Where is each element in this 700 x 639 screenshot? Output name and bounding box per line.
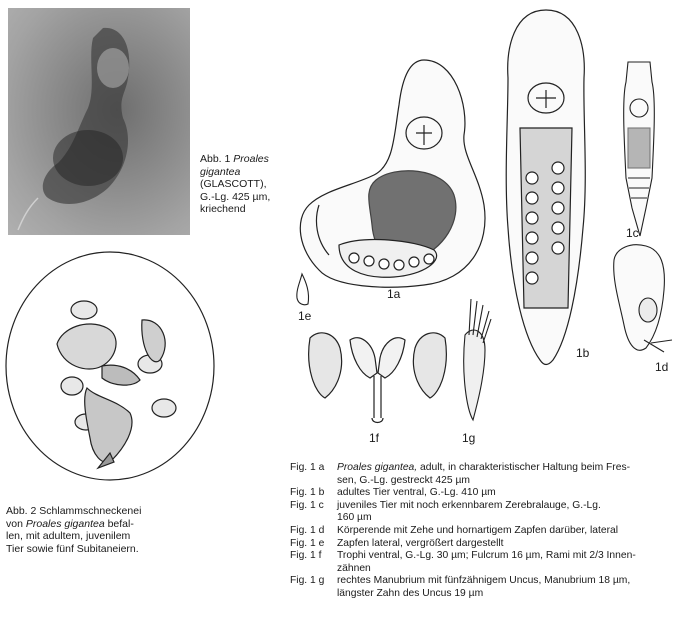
figure-1f-drawing xyxy=(300,318,455,428)
legend-entry xyxy=(290,487,690,500)
legend-text: Zapfen lateral, vergrößert dargestellt xyxy=(337,537,504,549)
abb2-caption xyxy=(6,505,141,555)
abb2-line3: len, mit adultem, juvenilem xyxy=(6,530,131,542)
legend-species: Proales gigantea, xyxy=(337,462,418,473)
legend-text: Trophi ventral, G.-Lg. 30 µm; Fulcrum 16 µm, Rami mit 2/3 Innen- xyxy=(337,550,636,562)
abb1-caption xyxy=(200,153,270,216)
legend-entry xyxy=(290,462,690,475)
figure-legend xyxy=(290,462,690,601)
label-1g: 1g xyxy=(462,431,476,445)
legend-key: Fig. 1 g xyxy=(290,575,325,587)
label-1c: 1c xyxy=(626,226,639,240)
rotifer-photo-figure xyxy=(8,8,190,235)
legend-entry xyxy=(290,550,690,563)
figure-1b-drawing xyxy=(498,8,594,368)
legend-continuation: zähnen xyxy=(337,562,371,574)
label-1a: 1a xyxy=(387,287,401,301)
legend-entry xyxy=(290,575,690,588)
label-1e: 1e xyxy=(298,309,312,323)
label-1f: 1f xyxy=(369,431,380,445)
snail-egg-drawing xyxy=(2,248,216,486)
legend-text: adultes Tier ventral, G.-Lg. 410 µm xyxy=(337,487,496,499)
abb2-line2-pre: von xyxy=(6,517,26,530)
abb1-species-line1: Proales xyxy=(233,153,269,165)
legend-entry xyxy=(290,538,690,551)
legend-key: Fig. 1 d xyxy=(290,524,325,536)
figure-1g-drawing xyxy=(455,295,495,425)
abb2-line2-species: Proales gigantea xyxy=(25,517,105,530)
legend-key: Fig. 1 b xyxy=(290,487,325,499)
figure-1d-drawing xyxy=(606,240,682,360)
abb1-state: kriechend xyxy=(200,203,246,215)
legend-key: Fig. 1 f xyxy=(290,550,322,562)
label-1b: 1b xyxy=(576,346,590,360)
legend-key: Fig. 1 a xyxy=(290,462,325,473)
abb2-line1: Abb. 2 Schlammschneckenei xyxy=(6,505,142,517)
abb1-author: (GLASCOTT), xyxy=(200,178,267,190)
legend-text: Körperende mit Zehe und hornartigem Zapfen darüber, lateral xyxy=(337,524,619,536)
rotifer-photograph xyxy=(8,8,190,235)
legend-continuation: längster Zahn des Uncus 19 µm xyxy=(337,587,484,599)
figure-1e-drawing xyxy=(294,272,314,310)
abb1-length: G.-Lg. 425 µm, xyxy=(200,190,271,203)
legend-continuation: 160 µm xyxy=(337,512,372,524)
legend-entry xyxy=(290,500,690,513)
abb1-species-line2: gigantea xyxy=(200,165,241,178)
abb1-prefix: Abb. 1 xyxy=(200,153,231,165)
label-1d: 1d xyxy=(655,360,669,374)
legend-text: rechtes Manubrium mit fünfzähnigem Uncus, Manubrium 18 µm, xyxy=(337,575,631,587)
abb2-line2-post: befal- xyxy=(104,517,134,530)
legend-continuation: sen, G.-Lg. gestreckt 425 µm xyxy=(337,474,470,486)
abb2-line4: Tier sowie fünf Subitaneiern. xyxy=(6,542,139,555)
legend-entry xyxy=(290,525,690,538)
figure-1c-drawing xyxy=(618,58,660,238)
legend-key: Fig. 1 e xyxy=(290,537,325,549)
legend-text: adult, in charakteristischer Haltung beim Fres- xyxy=(417,462,631,473)
figure-1a-drawing xyxy=(294,55,494,295)
legend-text: juveniles Tier mit noch erkennbarem Zerebralauge, G.-Lg. xyxy=(337,499,601,511)
legend-key: Fig. 1 c xyxy=(290,499,324,511)
